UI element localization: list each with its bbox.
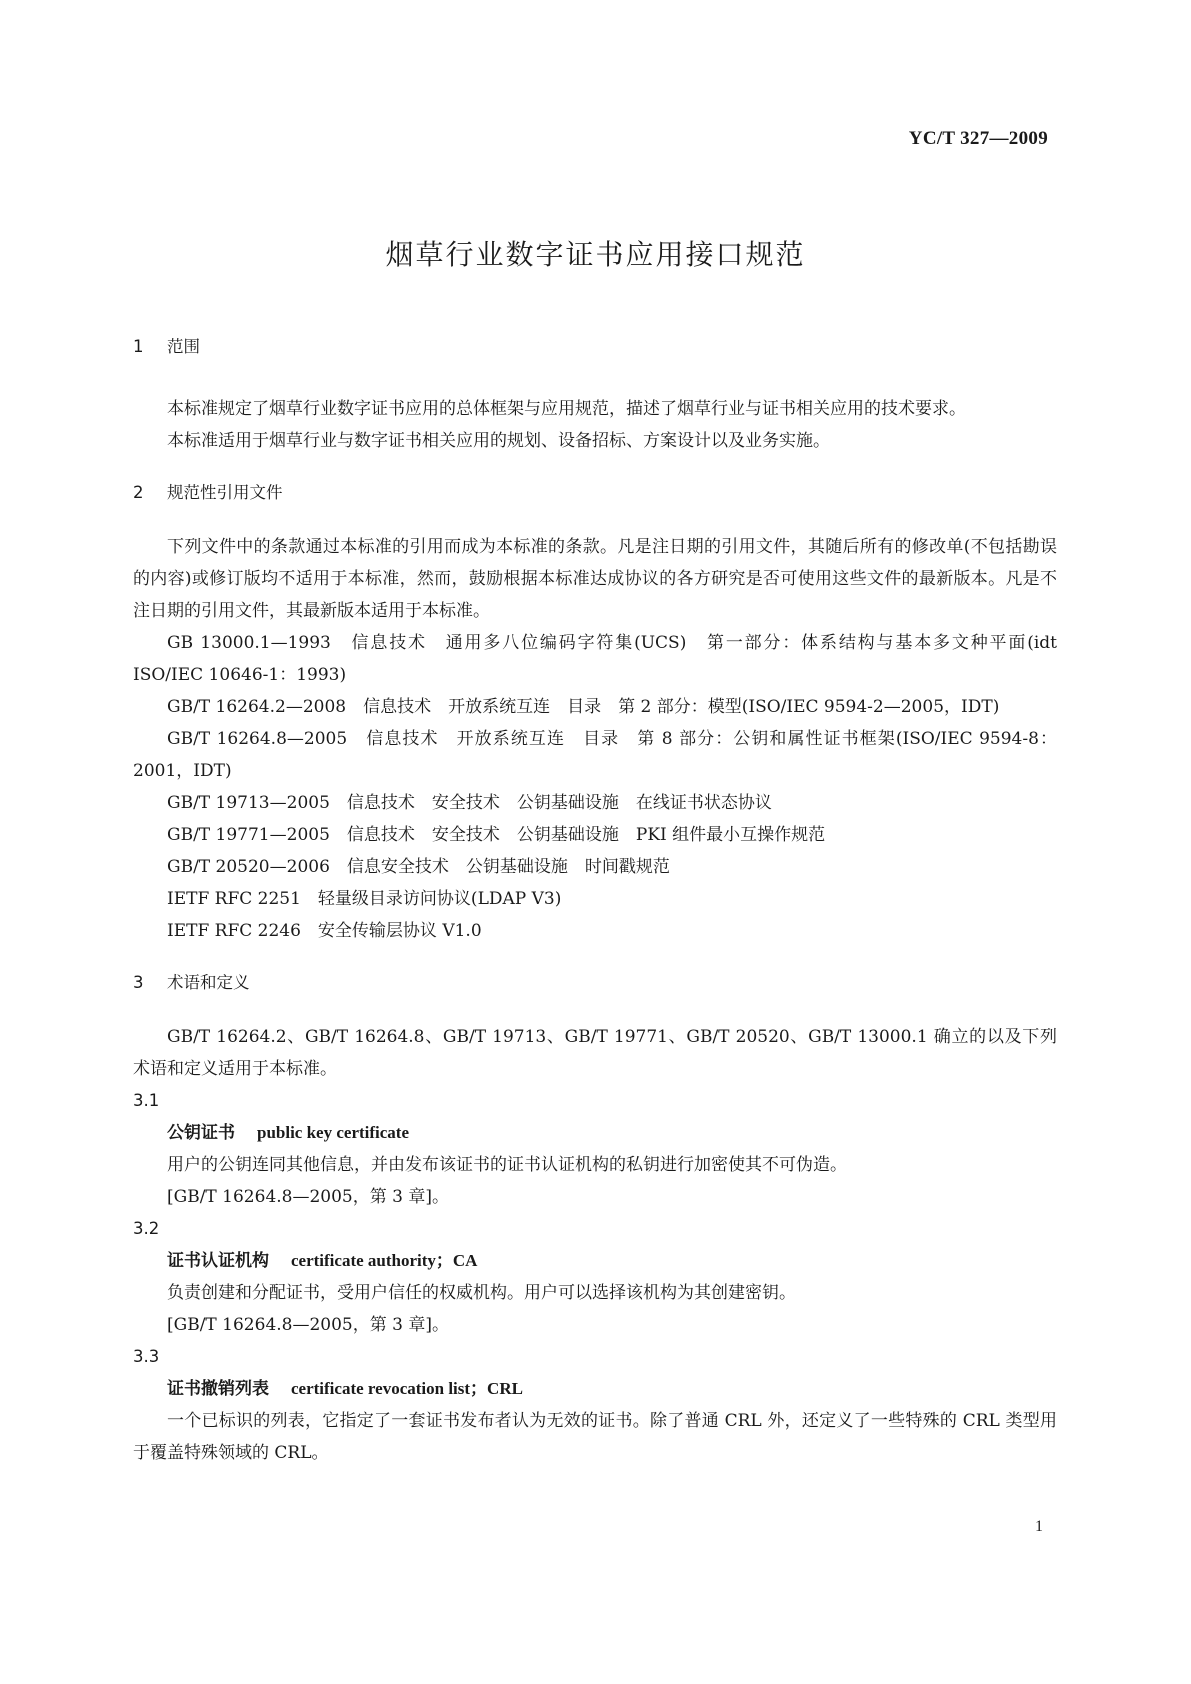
section-number: 3	[133, 973, 144, 992]
reference-item: GB/T 19713—2005 信息技术 安全技术 公钥基础设施 在线证书状态协议	[167, 793, 772, 813]
page-number: 1	[1035, 1518, 1043, 1535]
term-entry	[133, 1117, 1057, 1149]
clause-number: 3.3	[133, 1347, 160, 1366]
term-english: public key certificate	[257, 1123, 410, 1142]
reference-item: GB/T 16264.8—2005 信息技术 开放系统互连 目录 第 8 部分：公钥和属性证书框架(ISO/IEC 9594-8：2001，IDT)	[133, 729, 1057, 781]
term-source: [GB/T 16264.8—2005，第 3 章]。	[167, 1315, 449, 1335]
term-definition: 一个已标识的列表，它指定了一套证书发布者认为无效的证书。除了普通 CRL 外，还定义了一些特殊的 CRL 类型用于覆盖特殊领域的 CRL。	[133, 1411, 1057, 1463]
term-entry	[133, 1245, 1057, 1277]
section-title: 范围	[167, 337, 200, 356]
reference-item: IETF RFC 2246 安全传输层协议 V1.0	[167, 921, 482, 941]
reference-item: GB 13000.1—1993 信息技术 通用多八位编码字符集(UCS) 第一部分：体系结构与基本多文种平面(idt ISO/IEC 10646-1：1993)	[133, 633, 1063, 685]
paragraph: 下列文件中的条款通过本标准的引用而成为本标准的条款。凡是注日期的引用文件，其随后所有的修改单(不包括勘误的内容)或修订版均不适用于本标准，然而，鼓励根据本标准达成协议的各方研究是否可使用这些文件的最新版本。凡是不注日期的引用文件，其最新版本适用于本标准。	[133, 537, 1057, 621]
clause-number: 3.1	[133, 1091, 160, 1110]
reference-item: IETF RFC 2251 轻量级目录访问协议(LDAP V3)	[167, 889, 562, 909]
term-definition: 用户的公钥连同其他信息，并由发布该证书的证书认证机构的私钥进行加密使其不可伪造。	[167, 1155, 847, 1175]
section-number: 1	[133, 337, 144, 356]
term-english: certificate authority；CA	[291, 1251, 478, 1270]
term-chinese: 公钥证书	[167, 1123, 235, 1143]
term-definition: 负责创建和分配证书，受用户信任的权威机构。用户可以选择该机构为其创建密钥。	[167, 1283, 796, 1303]
term-source: [GB/T 16264.8—2005，第 3 章]。	[167, 1187, 449, 1207]
section-title: 规范性引用文件	[167, 483, 283, 502]
section-3-heading	[133, 969, 1057, 997]
term-chinese: 证书认证机构	[167, 1251, 269, 1271]
paragraph: 本标准规定了烟草行业数字证书应用的总体框架与应用规范，描述了烟草行业与证书相关应用的技术要求。	[167, 399, 966, 419]
document-body	[133, 333, 1063, 1469]
standard-number: YC/T 327—2009	[908, 128, 1048, 149]
clause-number: 3.2	[133, 1219, 160, 1238]
term-entry	[133, 1373, 1057, 1405]
paragraph: 本标准适用于烟草行业与数字证书相关应用的规划、设备招标、方案设计以及业务实施。	[167, 431, 830, 451]
section-title: 术语和定义	[167, 973, 250, 992]
section-2-heading	[133, 479, 1057, 507]
term-english: certificate revocation list；CRL	[291, 1379, 523, 1398]
section-number: 2	[133, 483, 144, 502]
section-1-heading	[133, 333, 1057, 361]
document-title: 烟草行业数字证书应用接口规范	[385, 238, 806, 271]
paragraph: GB/T 16264.2、GB/T 16264.8、GB/T 19713、GB/T 19771、GB/T 20520、GB/T 13000.1 确立的以及下列术语和定义适用于本标准。	[133, 1027, 1057, 1079]
term-chinese: 证书撤销列表	[167, 1379, 269, 1399]
reference-item: GB/T 16264.2—2008 信息技术 开放系统互连 目录 第 2 部分：模型(ISO/IEC 9594-2—2005，IDT)	[167, 697, 1000, 717]
reference-item: GB/T 19771—2005 信息技术 安全技术 公钥基础设施 PKI 组件最小互操作规范	[167, 825, 826, 845]
reference-item: GB/T 20520—2006 信息安全技术 公钥基础设施 时间戳规范	[167, 857, 670, 877]
